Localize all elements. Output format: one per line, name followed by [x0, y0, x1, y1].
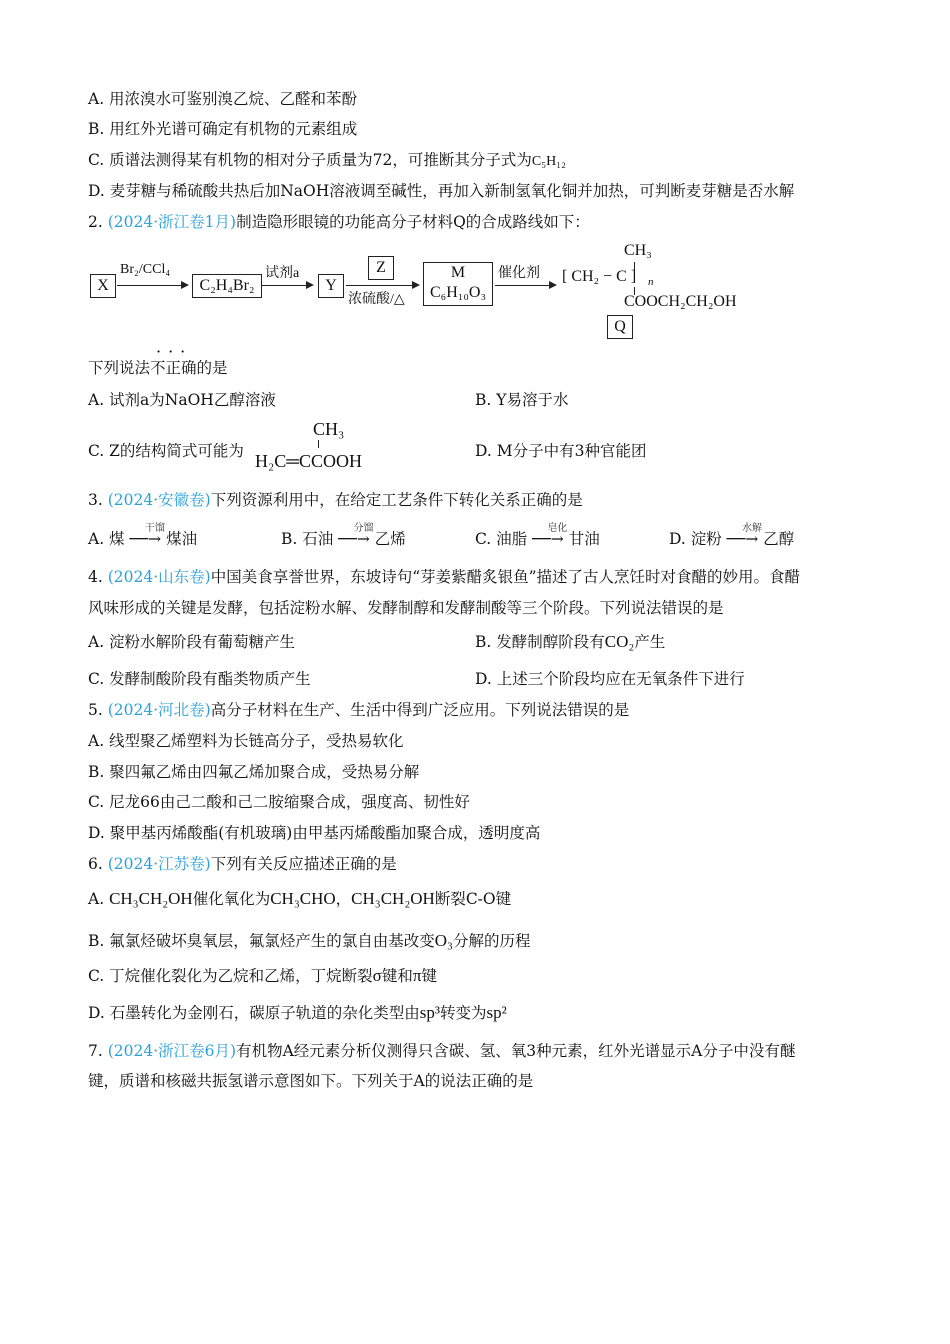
q2-source: (2024·浙江卷1月)	[107, 213, 237, 231]
scheme-arrow-4	[495, 285, 555, 286]
q2-option-c-methyl: CH₃	[313, 419, 345, 439]
q3-stem	[88, 489, 583, 511]
q3-stem-text: 下列资源利用中，在给定工艺条件下转化关系正确的是	[210, 491, 583, 509]
q3-a-product: 煤油	[166, 530, 198, 548]
q2-ask	[88, 357, 228, 379]
q7-source: (2024·浙江卷6月)	[107, 1042, 237, 1060]
q7-number: 7.	[88, 1042, 103, 1060]
q4-source: (2024·山东卷)	[107, 568, 211, 586]
q3-option-d: D. 淀粉 ─ 水解 ─→ 乙醇	[669, 528, 794, 550]
q2-number: 2.	[88, 213, 103, 231]
q6-a-formula2: CH₃CHO	[270, 889, 336, 908]
q2-ask-post: 的是	[196, 359, 228, 377]
q6-c-pi: π	[412, 966, 422, 985]
q4-option-d: D. 上述三个阶段均应在无氧条件下进行	[475, 670, 745, 688]
scheme-reagent-2: 试剂a	[265, 266, 300, 281]
q3-d-condition: 水解	[742, 523, 762, 534]
q6-source: (2024·江苏卷)	[107, 855, 211, 873]
q6-number: 6.	[88, 855, 103, 873]
q6-a-post: 断裂C-O键	[434, 890, 512, 908]
q4-b-pre: B. 发酵制醇阶段有	[475, 633, 605, 651]
q6-b-pre: B. 氟氯烃破坏臭氧层，氟氯烃产生的氯自由基改变	[88, 932, 435, 950]
q6-a-label: A.	[88, 890, 105, 908]
q6-d-formula2: sp²	[486, 1003, 507, 1022]
q6-a-formula1: CH₃CH₂OH	[109, 889, 193, 908]
q6-b-post: 分解的历程	[452, 932, 531, 950]
q3-c-product: 甘油	[568, 530, 600, 548]
q7-stem-line1	[88, 1040, 795, 1062]
q6-a-mid: 催化氧化为	[192, 890, 271, 908]
q-ester-side-chain: COOCH₂CH₂OH	[624, 293, 737, 310]
q4-option-b	[475, 631, 665, 653]
q5-option-c: C. 尼龙66由己二酸和己二胺缩聚合成，强度高、韧性好	[88, 793, 470, 811]
q6-a-formula3: CH₃CH₂OH	[351, 889, 435, 908]
q-polymer-backbone: [ CH₂ − C ]	[562, 268, 637, 285]
scheme-y-box: Y	[318, 274, 344, 298]
q6-d-pre: D. 石墨转化为金刚石，碳原子轨道的杂化类型由	[88, 1004, 420, 1022]
q3-d-reactant: D. 淀粉	[669, 530, 722, 548]
scheme-q-box: Q	[607, 315, 633, 339]
q3-b-arrow: 分馏 ─→	[348, 530, 370, 548]
prev-option-c-formula: C₅H₁₂	[531, 154, 566, 169]
q3-option-c: C. 油脂 ─ 皂化 ─→ 甘油	[475, 528, 600, 550]
q2-stem-text: 制造隐形眼镜的功能高分子材料Q的合成路线如下：	[236, 213, 590, 231]
prev-option-c	[88, 149, 566, 173]
q2-ask-pre: 下列说法	[88, 359, 151, 377]
q5-number: 5.	[88, 701, 103, 719]
q4-option-a: A. 淀粉水解阶段有葡萄糖产生	[88, 633, 296, 651]
scheme-c2h4br2-box: C₂H₄Br₂	[192, 274, 262, 298]
q5-option-a: A. 线型聚乙烯塑料为长链高分子，受热易软化	[88, 732, 404, 750]
q3-b-reactant: B. 石油	[281, 530, 334, 548]
q6-c-mid: 键和	[381, 967, 413, 985]
prev-option-d: D. 麦芽糖与稀硫酸共热后加NaOH溶液调至碱性，再加入新制氢氧化铜并加热，可判断麦芽糖是否水解	[88, 182, 795, 200]
q2-option-b: B. Y易溶于水	[475, 391, 569, 409]
q3-d-product: 乙醇	[763, 530, 795, 548]
q6-d-mid: 转变为	[439, 1004, 487, 1022]
q6-option-d	[88, 1002, 507, 1024]
q2-stem	[88, 211, 590, 233]
q2-ask-emphasis: 不正确	[150, 359, 197, 377]
q6-option-a	[88, 888, 511, 910]
q7-stem-text1: 有机物A经元素分析仪测得只含碳、氢、氧3种元素，红外光谱显示A分子中没有醚	[236, 1042, 796, 1060]
scheme-arrow-3	[346, 285, 418, 286]
q5-source: (2024·河北卷)	[107, 701, 211, 719]
scheme-m-label: M	[450, 264, 466, 281]
q2-option-c-structure: H₂C═CCOOH	[255, 451, 363, 471]
q2-option-c-bond	[318, 440, 319, 448]
q3-a-arrow: 干馏 ─→	[139, 530, 161, 548]
q6-d-formula1: sp³	[419, 1003, 440, 1022]
q4-b-post: 产生	[634, 633, 666, 651]
q2-option-c: C. Z的结构简式可能为	[88, 442, 244, 460]
scheme-arrow-1	[117, 285, 187, 286]
prev-option-c-text: C. 质谱法测得某有机物的相对分子质量为72，可推断其分子式为	[88, 151, 532, 169]
scheme-reagent-4: 催化剂	[498, 266, 540, 281]
q6-stem	[88, 853, 397, 875]
q3-a-reactant: A. 煤	[88, 530, 125, 548]
q3-number: 3.	[88, 491, 103, 509]
q6-option-b	[88, 930, 530, 952]
scheme-x-box: X	[90, 274, 116, 298]
q3-option-a: A. 煤 ─ 干馏 ─→ 煤油	[88, 528, 197, 550]
q6-stem-text: 下列有关反应描述正确的是	[210, 855, 397, 873]
q4-stem-text1: 中国美食享誉世界，东坡诗句“芽姜紫醋炙银鱼”描述了古人烹饪时对食醋的妙用。食醋	[210, 568, 801, 586]
q6-c-post: 键	[421, 967, 437, 985]
q3-source: (2024·安徽卷)	[107, 491, 211, 509]
q6-b-formula: O₃	[434, 931, 453, 950]
q-methyl-group: CH₃	[624, 242, 652, 259]
q7-stem-line2: 键，质谱和核磁共振氢谱示意图如下。下列关于A的说法正确的是	[88, 1072, 534, 1090]
scheme-reagent-1: Br₂/CCl₄	[120, 262, 171, 277]
q3-b-condition: 分馏	[353, 523, 374, 534]
q5-option-b: B. 聚四氟乙烯由四氟乙烯加聚合成，受热易分解	[88, 763, 420, 781]
q6-a-separator: ，	[335, 890, 352, 908]
scheme-m-box	[423, 262, 493, 306]
q2-option-a: A. 试剂a为NaOH乙醇溶液	[88, 391, 276, 409]
q4-b-formula: CO₂	[604, 632, 635, 651]
scheme-m-formula: C₆H₁₀O₃	[429, 284, 487, 301]
q4-stem-line2: 风味形成的关键是发酵，包括淀粉水解、发酵制醇和发酵制酸等三个阶段。下列说法错误的是	[88, 599, 724, 617]
prev-option-a: A. 用浓溴水可鉴别溴乙烷、乙醛和苯酚	[88, 90, 358, 108]
q5-option-d: D. 聚甲基丙烯酸酯(有机玻璃)由甲基丙烯酸酯加聚合成，透明度高	[88, 824, 541, 842]
q4-number: 4.	[88, 568, 103, 586]
emphasis-dots: ···	[156, 342, 193, 361]
q3-c-reactant: C. 油脂	[475, 530, 528, 548]
q3-c-arrow: 皂化 ─→	[541, 530, 563, 548]
q6-option-c	[88, 965, 437, 987]
q3-c-condition: 皂化	[547, 523, 568, 534]
q3-option-b: B. 石油 ─ 分馏 ─→ 乙烯	[281, 528, 406, 550]
q3-a-condition: 干馏	[144, 523, 165, 534]
q4-option-c: C. 发酵制酸阶段有酯类物质产生	[88, 670, 311, 688]
q3-b-product: 乙烯	[374, 530, 406, 548]
prev-option-b: B. 用红外光谱可确定有机物的元素组成	[88, 120, 358, 138]
q3-d-arrow: 水解 ─→	[736, 530, 758, 548]
q6-c-pre: C. 丁烷催化裂化为乙烷和乙烯，丁烷断裂	[88, 967, 373, 985]
q4-stem-line1	[88, 566, 800, 588]
q5-stem	[88, 699, 629, 721]
scheme-reagent-3: 浓硫酸/△	[348, 292, 405, 307]
q5-stem-text: 高分子材料在生产、生活中得到广泛应用。下列说法错误的是	[210, 701, 630, 719]
q-polymer-n: n	[648, 276, 654, 288]
q6-c-sigma: σ	[372, 966, 382, 985]
scheme-arrow-2	[262, 285, 312, 286]
q2-option-d: D. M分子中有3种官能团	[475, 442, 647, 460]
scheme-z-box: Z	[368, 256, 394, 280]
